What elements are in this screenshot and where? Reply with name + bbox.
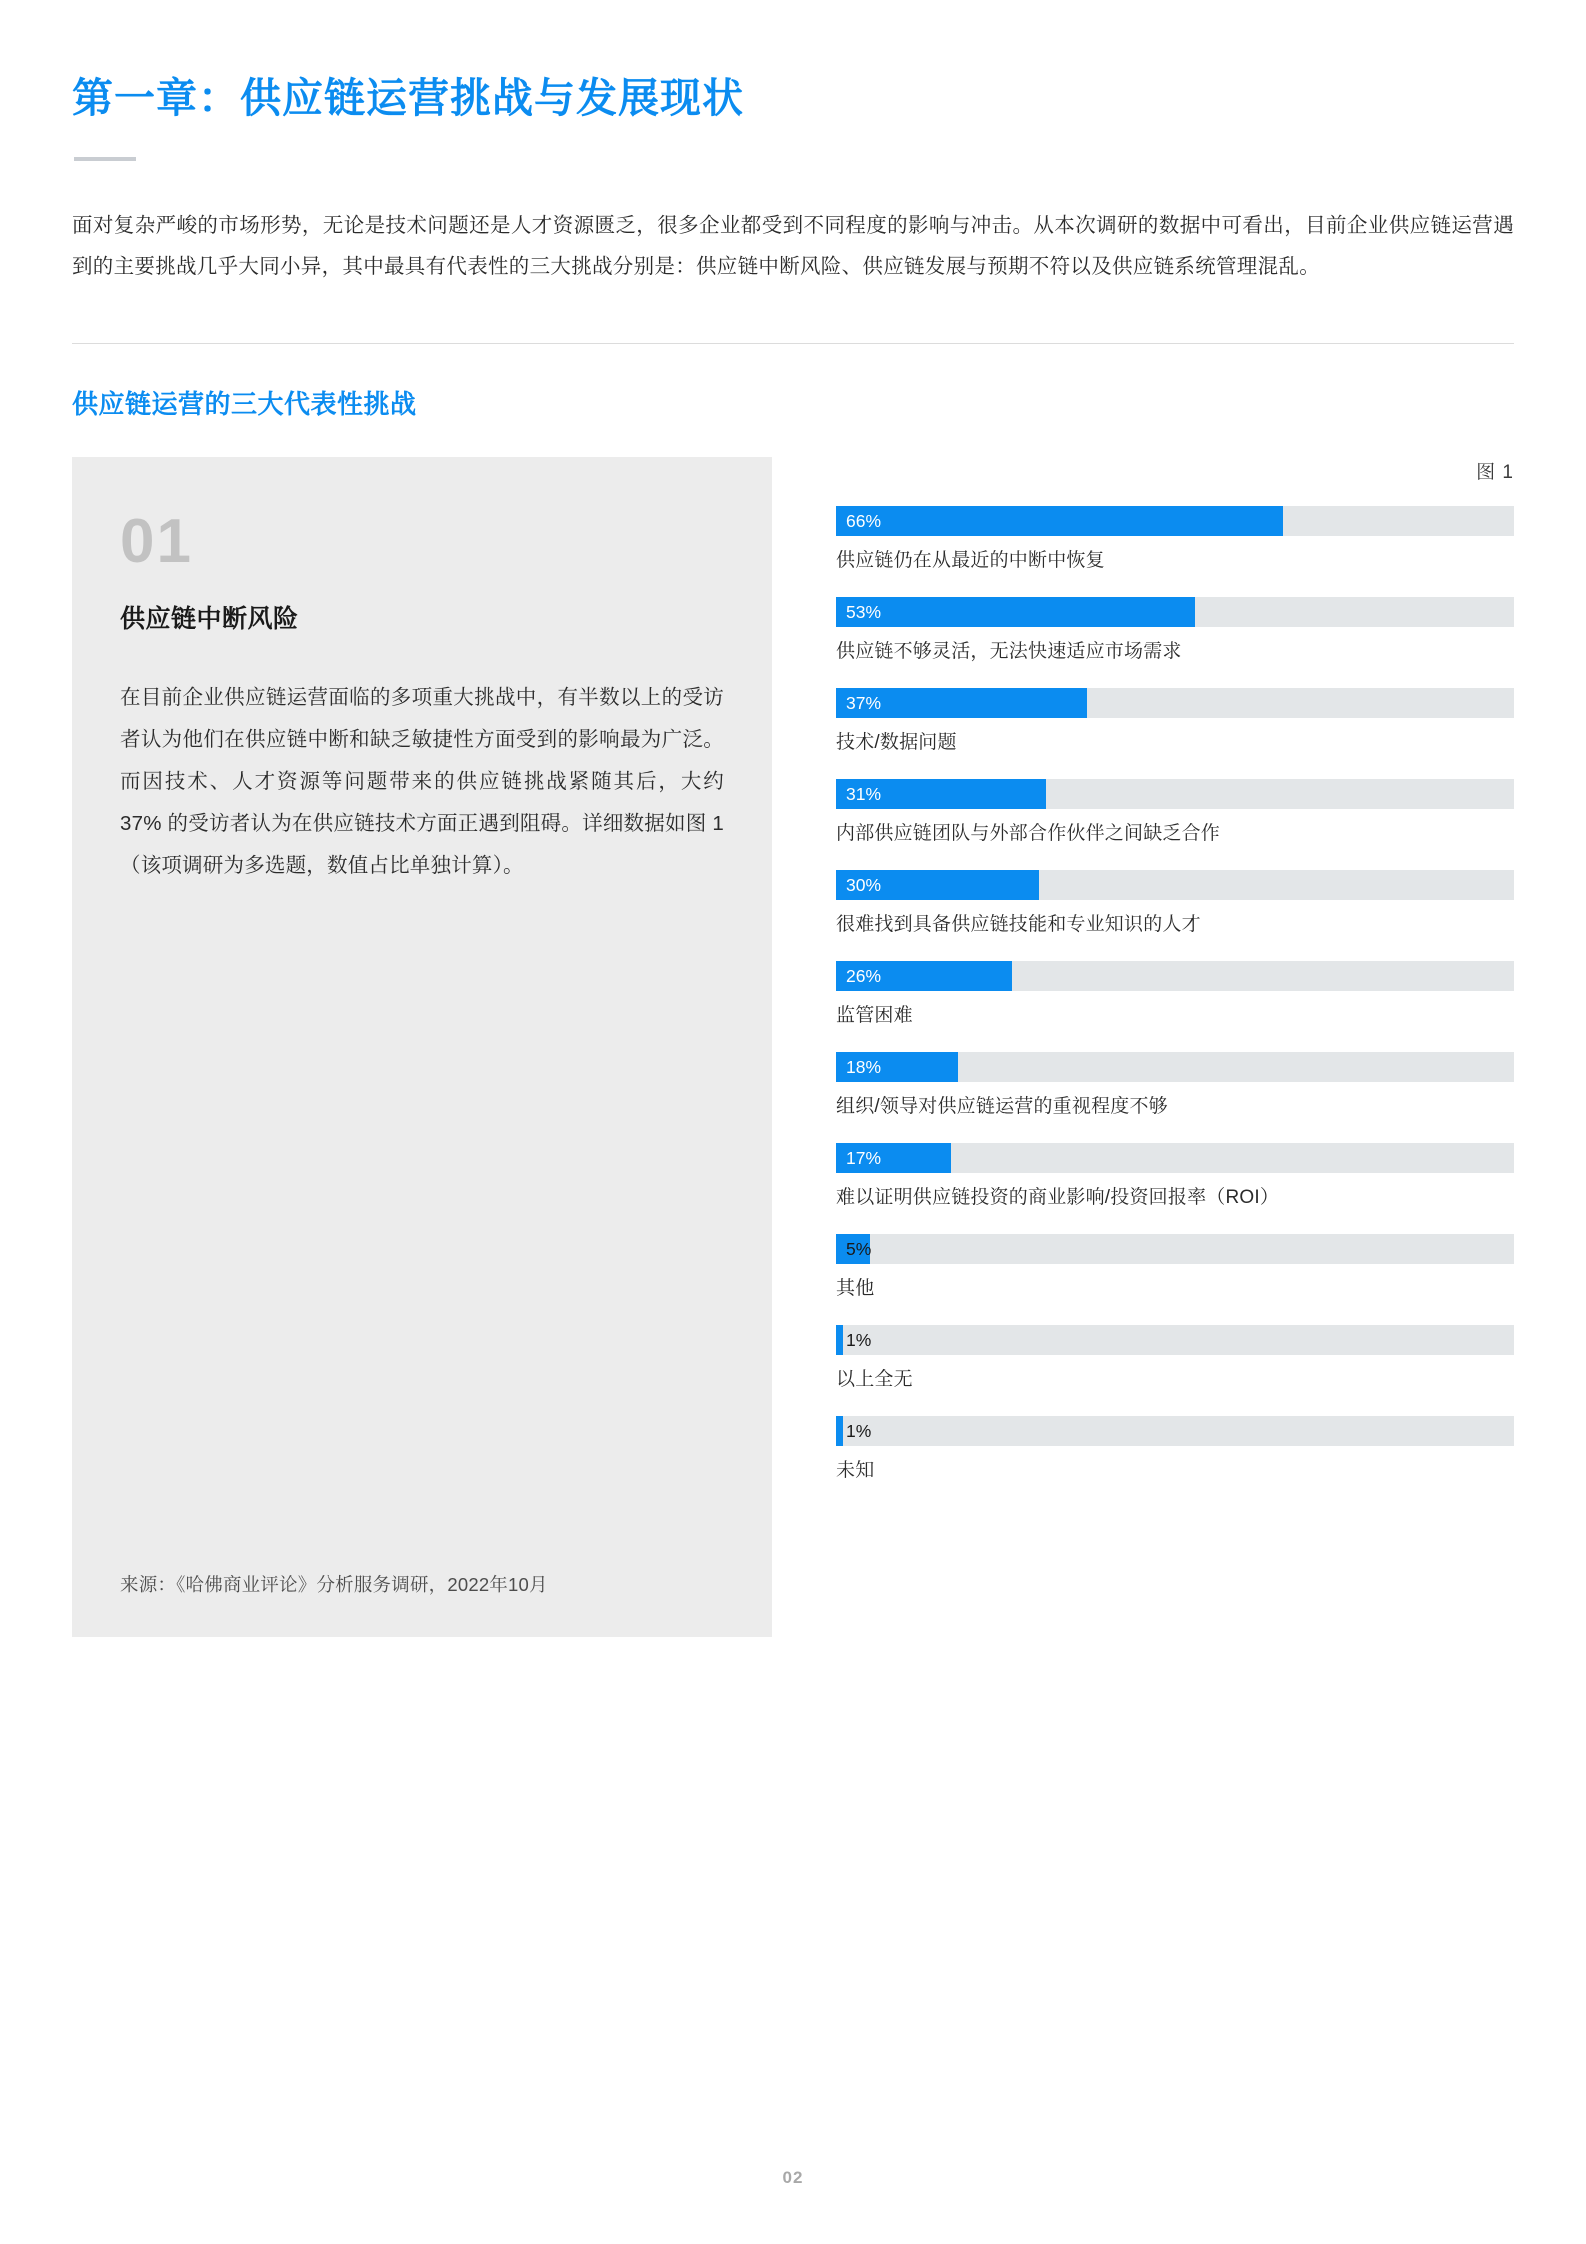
bar-item bbox=[836, 597, 1514, 663]
bar-chart bbox=[836, 457, 1514, 1507]
bar-category-label: 供应链仍在从最近的中断中恢复 bbox=[836, 550, 1105, 572]
bar-value-label: 17% bbox=[846, 1148, 882, 1169]
bar-item bbox=[836, 688, 1514, 754]
bar-category-label: 技术/数据问题 bbox=[836, 732, 957, 754]
bar-fill bbox=[836, 1416, 843, 1446]
bar-track bbox=[836, 506, 1514, 536]
bar-value-label: 66% bbox=[846, 511, 882, 532]
page-title: 第一章：供应链运营挑战与发展现状 bbox=[72, 75, 744, 121]
section-heading: 供应链运营的三大代表性挑战 bbox=[72, 389, 417, 420]
bar-track bbox=[836, 1143, 1514, 1173]
title-divider bbox=[74, 157, 136, 161]
content-row bbox=[72, 457, 1514, 1637]
bar-track bbox=[836, 870, 1514, 900]
bar-track bbox=[836, 1416, 1514, 1446]
bar-item bbox=[836, 1052, 1514, 1118]
bar-track bbox=[836, 1052, 1514, 1082]
bar-fill bbox=[836, 1325, 843, 1355]
page-number: 02 bbox=[782, 2168, 804, 2187]
bar-value-label: 1% bbox=[846, 1330, 872, 1351]
bar-track bbox=[836, 1325, 1514, 1355]
bar-category-label: 其他 bbox=[836, 1278, 875, 1300]
bar-fill bbox=[836, 597, 1195, 627]
bar-item bbox=[836, 961, 1514, 1027]
bar-item bbox=[836, 1325, 1514, 1391]
bar-category-label: 以上全无 bbox=[836, 1369, 913, 1391]
section-divider bbox=[72, 343, 1514, 344]
bar-category-label: 供应链不够灵活，无法快速适应市场需求 bbox=[836, 641, 1182, 663]
bar-category-label: 监管困难 bbox=[836, 1005, 913, 1027]
bar-item bbox=[836, 506, 1514, 572]
bar-category-label: 组织/领导对供应链运营的重视程度不够 bbox=[836, 1096, 1168, 1118]
bar-value-label: 31% bbox=[846, 784, 882, 805]
challenge-card bbox=[72, 457, 772, 1637]
figure-label: 图 1 bbox=[1476, 462, 1514, 484]
bar-value-label: 37% bbox=[846, 693, 882, 714]
bar-item bbox=[836, 1143, 1514, 1209]
card-number: 01 bbox=[120, 507, 193, 577]
bar-value-label: 30% bbox=[846, 875, 882, 896]
bar-value-label: 26% bbox=[846, 966, 882, 987]
bar-item bbox=[836, 779, 1514, 845]
bar-track bbox=[836, 779, 1514, 809]
bar-track bbox=[836, 688, 1514, 718]
bar-category-label: 内部供应链团队与外部合作伙伴之间缺乏合作 bbox=[836, 823, 1221, 845]
card-body-text: 在目前企业供应链运营面临的多项重大挑战中，有半数以上的受访者认为他们在供应链中断和缺乏敏捷性方面受到的影响最为广泛。而因技术、人才资源等问题带来的供应链挑战紧随其后，大约 37% 的受访者认为在供应链技术方面正遇到阻碍。详细数据如图 1（该项调研为多选题，数值占比单独计算）。 bbox=[120, 686, 724, 878]
bar-list bbox=[836, 506, 1514, 1482]
bar-track bbox=[836, 1234, 1514, 1264]
bar-value-label: 53% bbox=[846, 602, 882, 623]
bar-fill bbox=[836, 506, 1283, 536]
bar-item bbox=[836, 1416, 1514, 1482]
bar-track bbox=[836, 597, 1514, 627]
intro-paragraph: 面对复杂严峻的市场形势，无论是技术问题还是人才资源匮乏，很多企业都受到不同程度的影响与冲击。从本次调研的数据中可看出，目前企业供应链运营遇到的主要挑战几乎大同小异，其中最具有代表性的三大挑战分别是：供应链中断风险、供应链发展与预期不符以及供应链系统管理混乱。 bbox=[72, 214, 1514, 279]
card-heading: 供应链中断风险 bbox=[120, 605, 299, 634]
bar-item bbox=[836, 870, 1514, 936]
bar-category-label: 很难找到具备供应链技能和专业知识的人才 bbox=[836, 914, 1201, 936]
bar-category-label: 难以证明供应链投资的商业影响/投资回报率（ROI） bbox=[836, 1187, 1280, 1209]
bar-category-label: 未知 bbox=[836, 1460, 875, 1482]
bar-value-label: 18% bbox=[846, 1057, 882, 1078]
bar-track bbox=[836, 961, 1514, 991]
bar-value-label: 5% bbox=[846, 1239, 872, 1260]
bar-value-label: 1% bbox=[846, 1421, 872, 1442]
card-source: 来源：《哈佛商业评论》分析服务调研，2022年10月 bbox=[120, 1574, 548, 1596]
bar-item bbox=[836, 1234, 1514, 1300]
